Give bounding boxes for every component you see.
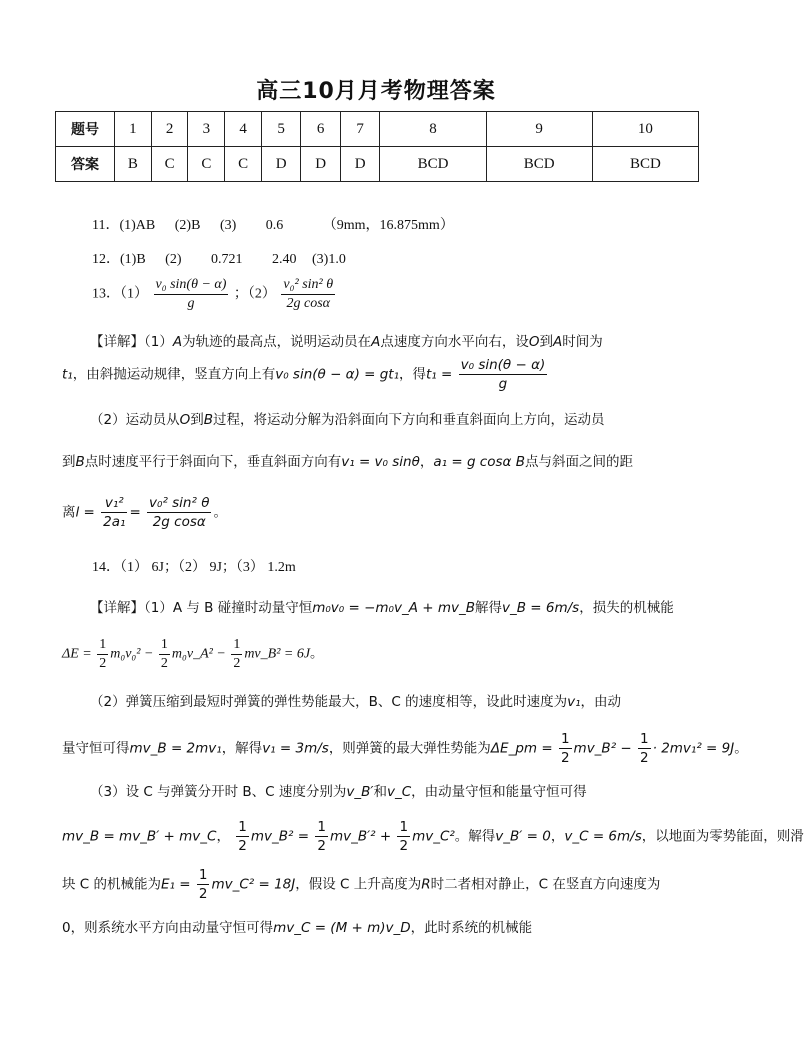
q11-label: 11． [92, 218, 120, 233]
question-number: 1 [115, 112, 152, 147]
q13-distance-fraction-2: $\frac{\text{v₀² sin² θ}}{\text{2g cosα}}$ [149, 495, 210, 530]
q14-detail-line-2: ΔE = $\frac{1}{2}$ m₀v₀² − $\frac{1}{2}$ m₀v_A² − $\frac{1}{2}$ mv_B² = 6J。 [62, 637, 324, 671]
q12-value1: 0.721 [211, 252, 243, 267]
q11-line [92, 214, 454, 234]
page-title: 高三10月月考物理答案 [256, 79, 496, 104]
q12-label: 12． [92, 252, 120, 267]
q13-fraction-1: $\frac{\text{v₀ sin(θ − α)}}{g}$ [155, 277, 227, 311]
q13-detail-line-4: 到B点时速度平行于斜面向下，垂直斜面方向有v₁ = v₀ sinθ，a₁ = g cosα B点与斜面之间的距 [62, 454, 633, 470]
q13-time-fraction: $\frac{\text{v₀ sin(θ − α)}}{g}$ [460, 357, 546, 392]
q14-detail-line-5: （3）设 C 与弹簧分开时 B、C 速度分别为v_B′和v_C，由动量守恒和能量守恒可得 [90, 784, 587, 800]
q14-detail-line-4: 量守恒可得mv_B = 2mv₁，解得v₁ = 3m/s，则弹簧的最大弹性势能为ΔE_pm = $\frac{1}{2}$ mv_B² − $\frac{1}{2}$ · 2mv₁² = 9J。 [62, 731, 748, 766]
answer-cell: BCD [486, 147, 592, 182]
question-number: 6 [301, 112, 340, 147]
question-number: 9 [486, 112, 592, 147]
answer-cell: BCD [380, 147, 486, 182]
q14-detail-line-3: （2）弹簧压缩到最短时弹簧的弹性势能最大，B、C 的速度相等，设此时速度为v₁，由动 [90, 694, 621, 710]
q12-part2: (2) [165, 252, 182, 267]
answer-cell: D [301, 147, 340, 182]
q13-answer-line [92, 276, 337, 313]
answer-cell: D [261, 147, 300, 182]
q14-detail-line-6: mv_B = mv_B′ + mv_C， $\frac{1}{2}$ mv_B² = $\frac{1}{2}$ mv_B′² + $\frac{1}{2}$ mv_C²。解得v_B′ = 0，v_C = 6m/s，以地面为零势能面，则滑 [62, 819, 804, 854]
answer-cell: BCD [592, 147, 698, 182]
q12-value2: 2.40 [272, 252, 297, 267]
q13-detail-line-3: （2）运动员从O到B过程，将运动分解为沿斜面向下方向和垂直斜面向上方向，运动员 [90, 412, 605, 428]
q14-detail-line-8: 0，则系统水平方向由动量守恒可得mv_C = (M + m)v_D，此时系统的机械能 [62, 920, 533, 936]
q13-separator: ；（2） [233, 286, 276, 302]
answer-cell: C [151, 147, 188, 182]
answer-cell: B [115, 147, 152, 182]
question-number: 3 [188, 112, 225, 147]
q11-part3: (3) [219, 218, 237, 233]
q11-value1: 0.6 [265, 218, 284, 233]
q11-value2: （9mm，16.875mm） [322, 218, 454, 233]
question-number: 10 [592, 112, 698, 147]
q11-part1: (1)AB [119, 218, 156, 233]
q11-part2: (2)B [174, 218, 201, 233]
q14-detail-line-7: 块 C 的机械能为E₁ = $\frac{1}{2}$ mv_C² = 18J，假设 C 上升高度为R时二者相对静止，C 在竖直方向速度为 [62, 867, 661, 902]
question-number: 8 [380, 112, 486, 147]
row-header-answer: 答案 [56, 147, 115, 182]
question-number: 5 [261, 112, 300, 147]
question-number: 4 [225, 112, 262, 147]
table-row-numbers [56, 112, 699, 147]
q14-detail-line-1: 【详解】（1）A 与 B 碰撞时动量守恒m₀v₀ = −m₀v_A + mv_B解得v_B = 6m/s，损失的机械能 [90, 600, 674, 616]
q14-answer-line: 14．（1） 6J；（2） 9J；（3） 1.2m [92, 560, 296, 575]
question-number: 7 [340, 112, 379, 147]
question-number: 2 [151, 112, 188, 147]
answer-cell: C [225, 147, 262, 182]
q13-label: 13．（1） [92, 286, 148, 302]
row-header-number: 题号 [56, 112, 115, 147]
q13-fraction-2: $\frac{\text{v₀² sin² θ}}{\text{2g cosα}}$ [283, 277, 334, 311]
q13-distance-fraction-1: $\frac{\text{v₁²}}{\text{2a₁}}$ [103, 495, 126, 530]
answer-cell: C [188, 147, 225, 182]
q12-line [92, 248, 346, 268]
table-row-answers [56, 147, 699, 182]
q13-detail-line-1: 【详解】（1）A为轨迹的最高点，说明运动员在A点速度方向水平向右，设O到A时间为 [90, 334, 603, 350]
answer-cell: D [340, 147, 379, 182]
q12-part1: (1)B [120, 252, 146, 267]
q13-detail-line-2: t₁，由斜抛运动规律，竖直方向上有v₀ sin(θ − α) = gt₁，得t₁ = $\frac{\text{v₀ sin(θ − α)}}{g}$ [62, 357, 546, 392]
q12-part3: (3)1.0 [312, 252, 346, 267]
q13-detail-line-5: 离l = $\frac{\text{v₁²}}{\text{2a₁}}$ = $\frac{\text{v₀² sin² θ}}{\text{2g cosα}}$ 。 [62, 495, 227, 530]
answer-table [55, 111, 699, 182]
